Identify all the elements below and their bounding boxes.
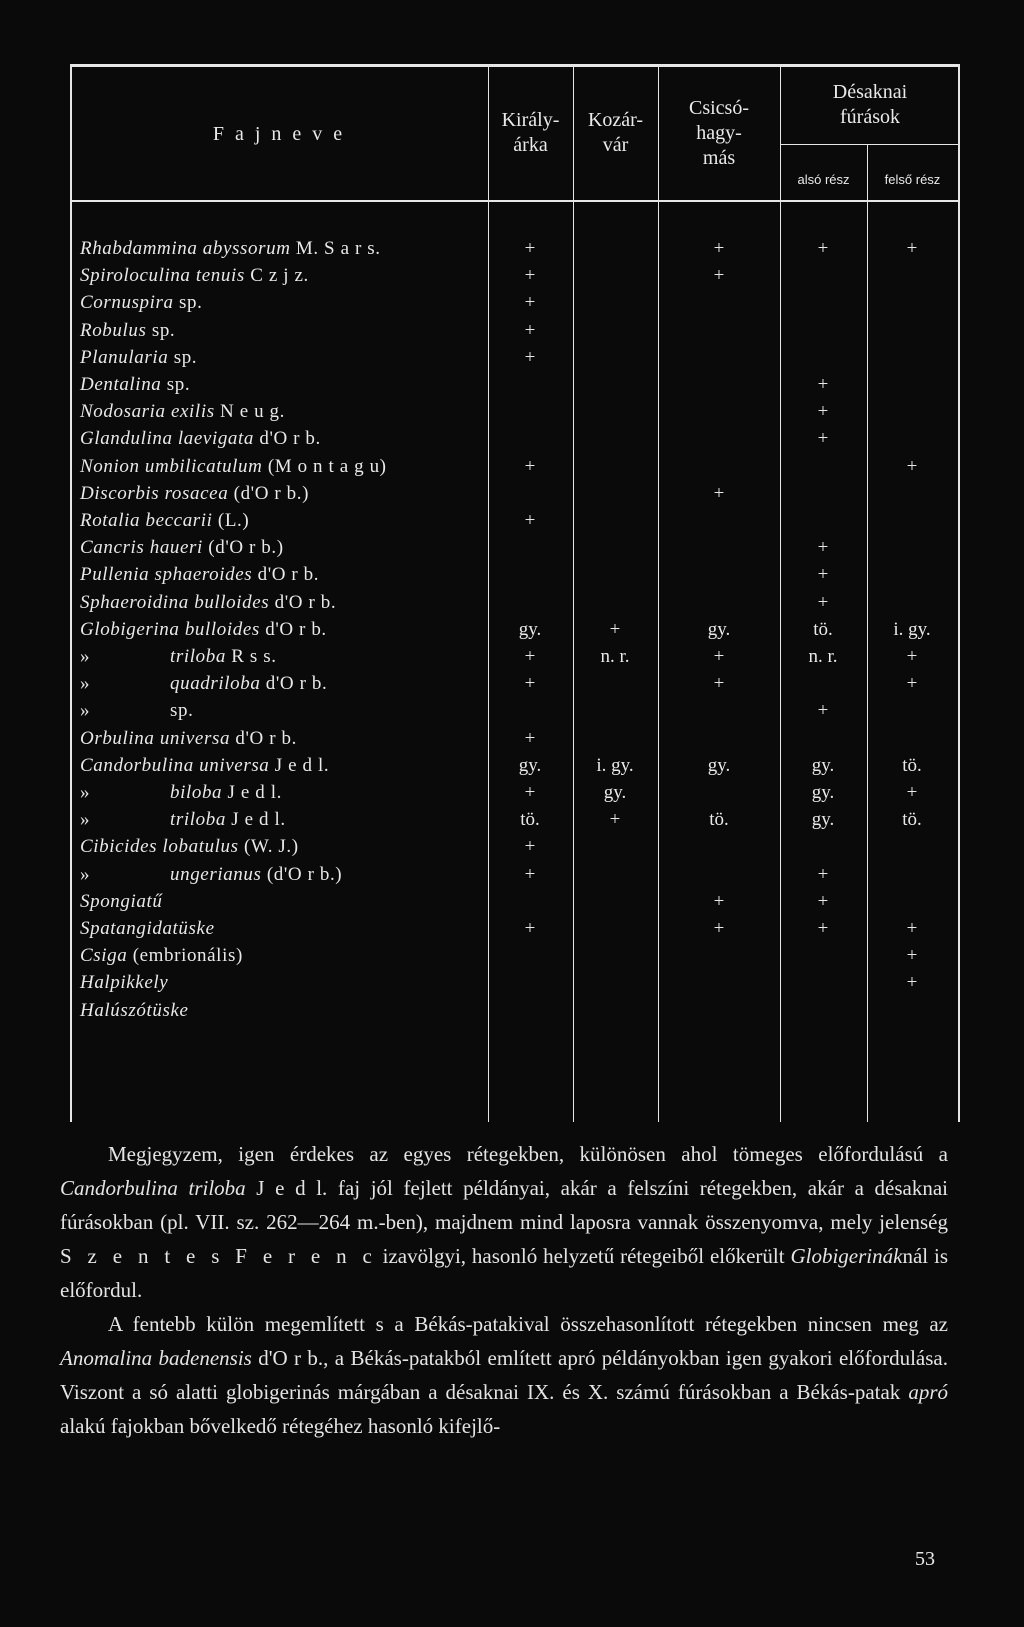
species-name: Rhabdammina abyssorum M. S a r s. — [80, 238, 381, 259]
occurrence-cell: + — [713, 918, 725, 939]
occurrence-cell: + — [817, 890, 829, 912]
table-row — [70, 537, 960, 564]
table-row — [70, 619, 960, 646]
table-row — [70, 945, 960, 972]
page-number: 53 — [915, 1548, 935, 1570]
occurrence-cell: + — [524, 782, 536, 803]
occurrence-cell: tö. — [902, 754, 922, 776]
ditto-mark: » — [80, 863, 91, 885]
table-row — [70, 1000, 960, 1027]
table-row — [70, 809, 960, 836]
occurrence-cell: + — [713, 238, 725, 259]
species-name: Candorbulina universa J e d l. — [80, 754, 330, 776]
occurrence-cell: + — [524, 346, 536, 368]
table-row — [70, 700, 960, 727]
table-row — [70, 265, 960, 292]
occurrence-cell: + — [817, 428, 829, 450]
species-name: Globigerina bulloides d'O r b. — [80, 618, 327, 640]
species-name: Planularia sp. — [80, 346, 198, 368]
occurrence-cell: + — [817, 591, 829, 613]
table-row — [70, 782, 960, 809]
occurrence-cell: gy. — [518, 618, 542, 640]
occurrence-cell: + — [817, 564, 829, 586]
species-name: Sphaeroidina bulloides d'O r b. — [80, 591, 337, 613]
occurrence-cell: + — [713, 646, 725, 667]
species-name: Halúszótüske — [80, 999, 189, 1021]
table-row — [70, 374, 960, 401]
occurrence-cell: tö. — [902, 809, 922, 831]
header-also-resz: alsó rész — [797, 172, 850, 187]
header-kiralyarka: Király- árka — [501, 109, 560, 156]
occurrence-cell: gy. — [811, 809, 835, 831]
species-name: Cornuspira sp. — [80, 292, 203, 314]
table-row — [70, 456, 960, 483]
occurrence-cell: + — [906, 972, 918, 994]
occurrence-cell: + — [906, 782, 918, 803]
occurrence-cell: tö. — [709, 809, 729, 831]
occurrence-cell: + — [817, 700, 829, 722]
subheader-rule — [780, 144, 960, 145]
table-row — [70, 347, 960, 374]
occurrence-cell: i. gy. — [893, 618, 931, 640]
table-row — [70, 401, 960, 428]
header-kozarvar: Kozár- vár — [587, 109, 644, 156]
paragraph-2: A fentebb külön megemlített s a Békás-patakival összehasonlított rétegekben nincsen meg az Anomalina badenensis d'O r b., a Békás-patakból említett apró példányokban igen gyakori előfordulása. Viszont a só alatti globigerinás márgában a désaknai IX. és X. számú fúrásokban a Békás-patak apró alakú fajokban bővelkedő rétegéhez hasonló kifejlő- — [60, 1312, 948, 1438]
occurrence-cell: gy. — [707, 754, 731, 776]
ditto-mark: » — [80, 700, 91, 722]
occurrence-cell: tö. — [813, 618, 833, 640]
table-row — [70, 864, 960, 891]
occurrence-cell: + — [817, 863, 829, 885]
table-row — [70, 428, 960, 455]
table-row — [70, 564, 960, 591]
occurrence-cell: + — [609, 618, 621, 640]
occurrence-cell: + — [906, 455, 918, 477]
table-row — [70, 755, 960, 782]
species-name: Discorbis rosacea (d'O r b.) — [80, 482, 310, 504]
table-row — [70, 592, 960, 619]
occurrence-cell: i. gy. — [596, 754, 634, 776]
species-name: Spongiatű — [80, 890, 163, 912]
occurrence-cell: + — [817, 401, 829, 423]
occurrence-cell: + — [524, 673, 536, 695]
species-name: Csiga (embrionális) — [80, 945, 243, 967]
occurrence-cell: + — [524, 238, 536, 259]
table-row — [70, 972, 960, 999]
paragraph-1: Megjegyzem, igen érdekes az egyes rétegekben, különösen ahol tömeges előfordulású a Candorbulina triloba J e d l. faj jól fejlett példányai, akár a felszíni rétegekben, akár a désaknai fúrásokban (pl. VII. sz. 262—264 m.-ben), majdnem mind laposra vannak összenyomva, mely jelenség S z e n t e s F e r e n c izavölgyi, hasonló helyzetű rétegeiből előkerült Globigerináknál is előfordul. — [60, 1142, 948, 1302]
occurrence-cell: gy. — [707, 618, 731, 640]
occurrence-cell: gy. — [518, 754, 542, 776]
species-name: » ungerianus (d'O r b.) — [80, 863, 343, 885]
header-bottom-rule — [70, 200, 960, 202]
occurrence-cell: + — [713, 673, 725, 695]
species-name: Dentalina sp. — [80, 374, 191, 395]
occurrence-cell: + — [713, 890, 725, 912]
ditto-mark: » — [80, 809, 91, 831]
table-row — [70, 918, 960, 945]
occurrence-cell: + — [524, 265, 536, 287]
species-name: Robulus sp. — [80, 319, 176, 341]
species-name: » triloba R s s. — [80, 646, 277, 667]
occurrence-cell: + — [609, 809, 621, 831]
species-name: Cibicides lobatulus (W. J.) — [80, 836, 299, 858]
table-row — [70, 483, 960, 510]
species-name: Pullenia sphaeroides d'O r b. — [80, 564, 320, 586]
species-name: Nonion umbilicatulum (M o n t a g u) — [80, 455, 387, 477]
header-csicsohagymas: Csicsó- hagy- más — [689, 97, 749, 169]
table-row — [70, 292, 960, 319]
occurrence-cell: + — [906, 646, 918, 667]
occurrence-cell: + — [817, 918, 829, 939]
occurrence-cell: + — [817, 374, 829, 395]
species-name: Glandulina laevigata d'O r b. — [80, 428, 321, 450]
occurrence-cell: tö. — [520, 809, 540, 831]
header-species-name: F a j n e v e — [212, 123, 346, 145]
species-name: Cancris haueri (d'O r b.) — [80, 537, 284, 559]
species-name: Nodosaria exilis N e u g. — [80, 401, 285, 423]
occurrence-cell: + — [524, 727, 536, 749]
occurrence-cell: gy. — [811, 754, 835, 776]
table-row — [70, 646, 960, 673]
species-name: Orbulina universa d'O r b. — [80, 727, 297, 749]
table-row — [70, 728, 960, 755]
occurrence-cell: + — [524, 918, 536, 939]
table-row — [70, 510, 960, 537]
table-row — [70, 891, 960, 918]
table-row — [70, 836, 960, 863]
occurrence-cell: + — [906, 945, 918, 967]
species-name: » sp. — [80, 700, 194, 722]
occurrence-cell: n. r. — [808, 646, 838, 667]
species-name: » quadriloba d'O r b. — [80, 673, 328, 695]
species-name: Rotalia beccarii (L.) — [80, 510, 250, 531]
ditto-mark: » — [80, 782, 91, 803]
occurrence-cell: + — [906, 673, 918, 695]
species-name: » triloba J e d l. — [80, 809, 286, 831]
header-desaknai: Désaknai fúrások — [832, 81, 908, 128]
occurrence-cell: gy. — [811, 782, 835, 803]
occurrence-cell: + — [524, 863, 536, 885]
occurrence-cell: + — [713, 265, 725, 287]
occurrence-cell: + — [524, 646, 536, 667]
occurrence-cell: n. r. — [600, 646, 630, 667]
species-name: » biloba J e d l. — [80, 782, 282, 803]
occurrence-cell: + — [713, 482, 725, 504]
table-top-rule — [70, 64, 960, 67]
table-row — [70, 673, 960, 700]
occurrence-cell: + — [524, 292, 536, 314]
occurrence-cell: + — [906, 918, 918, 939]
species-name: Spiroloculina tenuis C z j z. — [80, 265, 309, 287]
occurrence-cell: + — [524, 319, 536, 341]
table-row — [70, 238, 960, 265]
ditto-mark: » — [80, 673, 91, 695]
species-name: Halpikkely — [80, 972, 169, 994]
occurrence-cell: + — [906, 238, 918, 259]
occurrence-cell: + — [524, 455, 536, 477]
occurrence-cell: gy. — [603, 782, 627, 803]
occurrence-cell: + — [524, 510, 536, 531]
occurrence-cell: + — [817, 537, 829, 559]
occurrence-cell: + — [524, 836, 536, 858]
occurrence-cell: + — [817, 238, 829, 259]
species-table — [70, 64, 960, 1122]
header-felso-resz: felső rész — [884, 172, 941, 187]
species-name: Spatangidatüske — [80, 918, 215, 939]
body-text — [60, 1137, 948, 1443]
table-row — [70, 320, 960, 347]
ditto-mark: » — [80, 646, 91, 667]
